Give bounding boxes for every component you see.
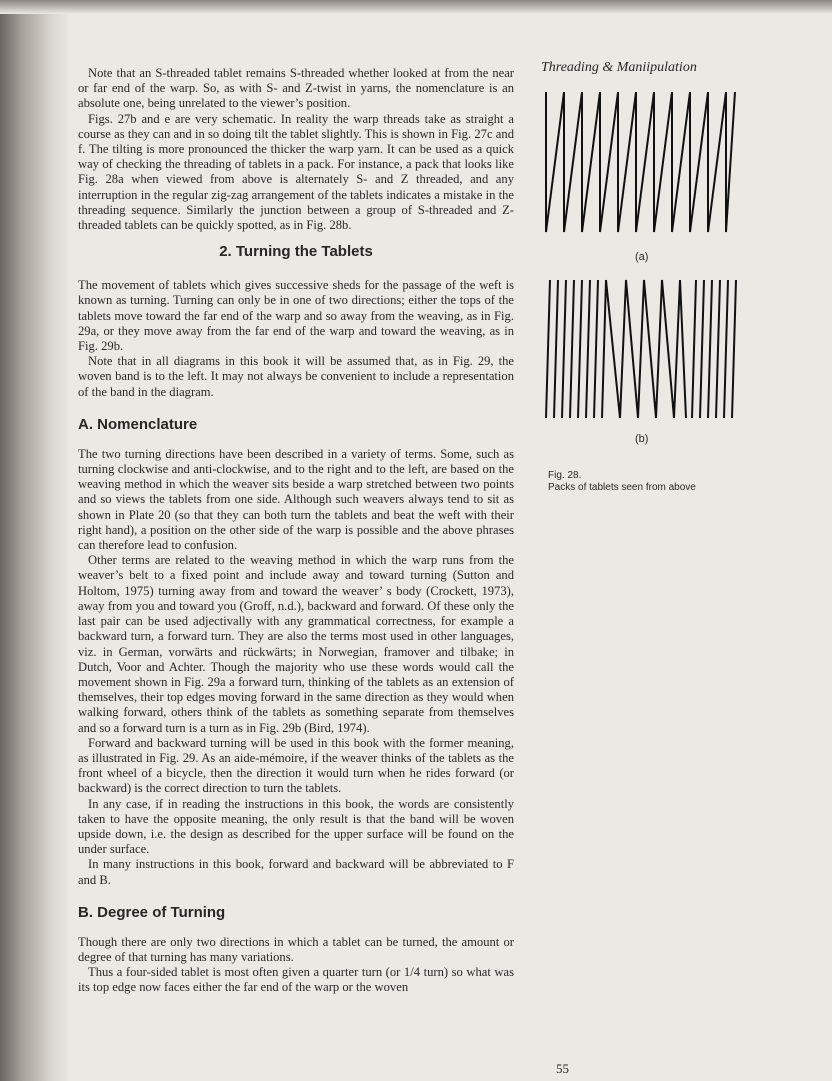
book-spine-shadow	[0, 0, 70, 1081]
figure-28a	[540, 92, 740, 242]
section-heading-nomenclature: A. Nomenclature	[78, 415, 198, 433]
paragraph-turning-definition: The movement of tablets which gives successive sheds for the passage of the weft is known as turning. Turning can only be in one of two directions; either the tops of the tablets move toward the far end of the warp and so away from the weaving, as in Fig. 29a, or they move away from the far end of the warp and toward the weaving, as in Fig. 29b.	[78, 278, 514, 354]
figure-label-a: (a)	[635, 251, 649, 263]
paragraph-figs-27: Figs. 27b and e are very schematic. In reality the warp threads take as straight a course as they can and in so doing tilt the tablet slightly. This is shown in Fig. 27c and f. The tilting is more pronounced the thicker the warp yarn. It can be used as a quick way of checking the threading of tablets in a pack. For instance, a pack that looks like Fig. 28a when viewed from above is alternately S- and Z threaded, and any interruption in the regular zig-zag arrangement of the tablets indicates a mistake in the threading sequence. Similarly the junction between a group of S-threaded and Z-threaded tablets can be quickly spotted, as in Fig. 28b.	[78, 111, 514, 233]
figure-caption	[548, 470, 696, 494]
main-text-column	[78, 66, 514, 996]
figure-label-b: (b)	[635, 433, 649, 445]
paragraph-note-s-threaded: Note that an S-threaded tablet remains S-threaded whether looked at from the near or far end of the warp. So, as with S- and Z-twist in yarns, the nomenclature is an absolute one, being unrelated to the viewer’s position.	[78, 66, 514, 111]
running-head: Threading & Maniipulation	[541, 60, 697, 75]
paragraph-note-diagrams: Note that in all diagrams in this book it will be assumed that, as in Fig. 29, the woven band is to the left. It may not always be convenient to include a representation of the band in the diagram.	[78, 354, 514, 399]
paragraph-abbreviations: In many instructions in this book, forward and backward will be abbreviated to F and B.	[78, 857, 514, 887]
section-heading-turning: 2. Turning the Tablets	[219, 243, 373, 261]
paragraph-other-terms: Other terms are related to the weaving method in which the warp runs from the weaver’s belt to a fixed point and include away and toward turning (Sutton and Holtom, 1975) turning away from and toward the weaver’ s body (Crockett, 1973), away from you and toward you (Groff, n.d.), backward and forward. Of these only the last pair can be used adjectivally with any grammatical correctness, for example a backward turn, a forward turn. They are also the terms most used in other languages, viz. in German, vorwärts and rückwärts; in Norwegian, framover and tilbake; in Dutch, Voor and Achter. Though the majority who use these words would call the movement shown in Fig. 29a a forward turn, thinking of the tablets as an extension of themselves, their top edges moving forward in the same direction as they would when walking forward, others think of the tablets as something separate from themselves and so a forward turn is a turn as in Fig. 29b (Bird, 1974).	[78, 553, 514, 735]
page-top-edge	[0, 0, 832, 14]
paragraph-turning-terms: The two turning directions have been described in a variety of terms. Some, such as turning clockwise and anti-clockwise, and to the right and to the left, are based on the weaving method in which the weaver sits beside a warp stretched between two points and so views the tablets from one side. Although such weavers always tend to sit as shown in Plate 20 (so that they can both turn the tablets and beat the weft with their right hand), a position on the other side of the warp is possible and the above phrases can therefore lead to confusion.	[78, 446, 514, 553]
figure-28a-zigzag	[540, 92, 740, 242]
page-number: 55	[556, 1061, 569, 1076]
section-heading-degree: B. Degree of Turning	[78, 903, 226, 921]
paragraph-degree-intro: Though there are only two directions in which a tablet can be turned, the amount or degree of that turning has many variations.	[78, 934, 514, 964]
figure-28b-junction	[540, 278, 740, 423]
figure-28b	[540, 278, 740, 423]
figure-caption-text: Packs of tablets seen from above	[548, 482, 696, 493]
paragraph-forward-backward: Forward and backward turning will be used in this book with the former meaning, as illustrated in Fig. 29. As an aide-mémoire, if the weaver thinks of the tablets as the front wheel of a bicycle, then the direction it would turn when he rides forward (or backward) is the correct direction to turn the tablets.	[78, 735, 514, 796]
paragraph-opposite-meaning: In any case, if in reading the instructions in this book, the words are consistently taken to have the opposite meaning, the only result is that the band will be woven upside down, i.e. the design as described for the upper surface will be found on the under surface.	[78, 796, 514, 857]
paragraph-quarter-turn: Thus a four-sided tablet is most often given a quarter turn (or 1/4 turn) so what was its top edge now faces either the far end of the warp or the woven	[78, 965, 514, 995]
figure-caption-number: Fig. 28.	[548, 470, 582, 481]
